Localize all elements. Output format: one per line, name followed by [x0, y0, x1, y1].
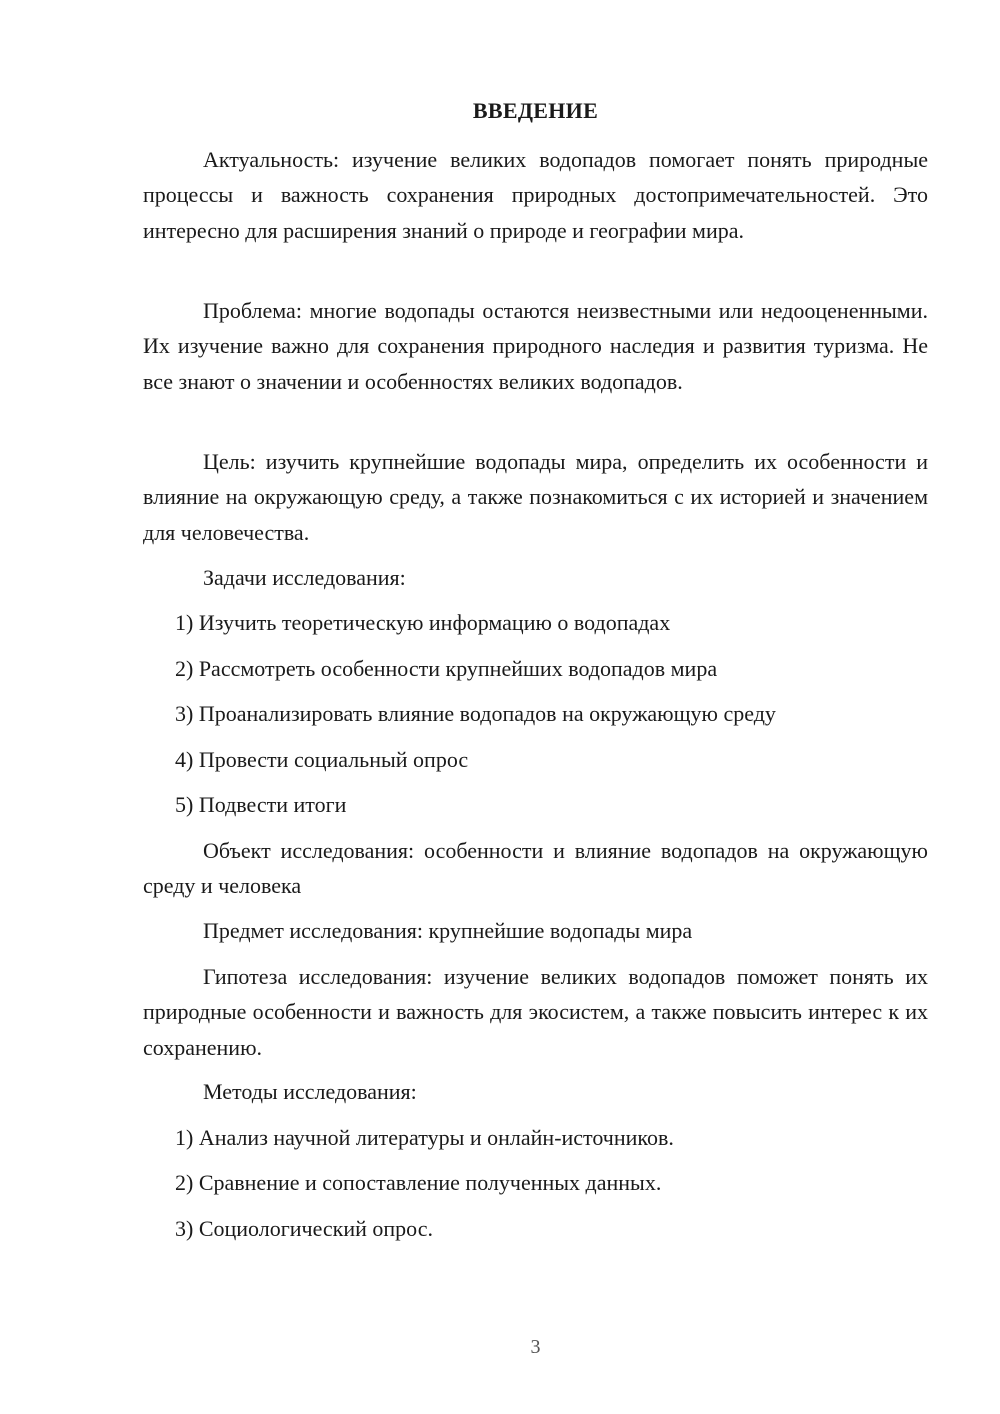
- page-number: 3: [530, 1336, 541, 1358]
- object-paragraph: Объект исследования: особенности и влияние водопадов на окружающую среду и человека: [143, 838, 928, 899]
- task-item: 4) Провести социальный опрос: [175, 747, 469, 772]
- hypothesis-paragraph: Гипотеза исследования: изучение великих водопадов поможет понять их природные особенности и важность для экосистем, а также повысить интерес к их сохранению.: [143, 964, 928, 1060]
- task-item: 5) Подвести итоги: [175, 792, 347, 817]
- goal-paragraph: Цель: изучить крупнейшие водопады мира, определить их особенности и влияние на окружающую среду, а также познакомиться с их историей и значением для человечества.: [143, 449, 928, 545]
- methods-heading: Методы исследования:: [203, 1079, 417, 1104]
- page-title: ВВЕДЕНИЕ: [472, 98, 599, 123]
- task-item: 1) Изучить теоретическую информацию о водопадах: [175, 610, 671, 635]
- problem-paragraph: Проблема: многие водопады остаются неизвестными или недооцененными. Их изучение важно для сохранения природного наследия и развития туризма. Не все знают о значении и особенностях великих водопадов.: [143, 298, 928, 394]
- tasks-heading: Задачи исследования:: [203, 565, 406, 590]
- relevance-paragraph: Актуальность: изучение великих водопадов помогает понять природные процессы и важность сохранения природных достопримечательностей. Это интересно для расширения знаний о природе и географии мира.: [143, 147, 928, 243]
- method-item: 2) Сравнение и сопоставление полученных данных.: [175, 1170, 662, 1195]
- method-item: 1) Анализ научной литературы и онлайн-источников.: [175, 1125, 674, 1150]
- method-item: 3) Социологический опрос.: [175, 1216, 433, 1241]
- task-item: 3) Проанализировать влияние водопадов на окружающую среду: [175, 701, 776, 726]
- task-item: 2) Рассмотреть особенности крупнейших водопадов мира: [175, 656, 718, 681]
- subject-line: Предмет исследования: крупнейшие водопады мира: [203, 918, 693, 943]
- document-page: [143, 0, 928, 1414]
